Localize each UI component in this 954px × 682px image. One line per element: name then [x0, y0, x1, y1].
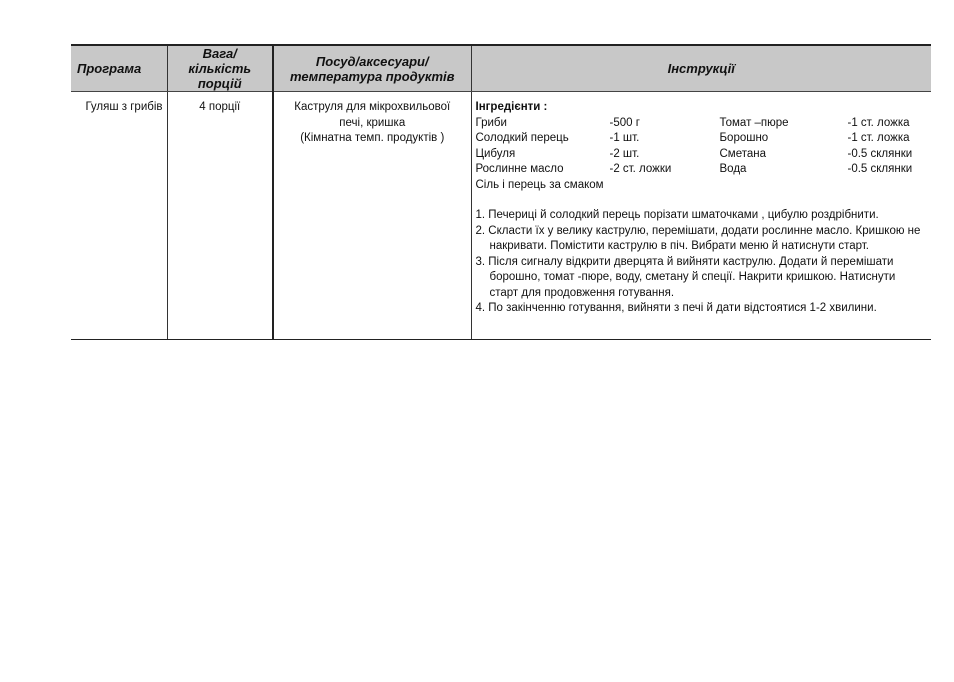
header-weight-line1: Вага/кількість	[188, 46, 252, 76]
program-cell: Гуляш з грибів	[71, 92, 167, 340]
instruction-step: 2. Скласти їх у велику каструлю, перемішати, додати рослинне масло. Кришкою не накривати. Помістити каструлю в піч. Вибрати меню й натиснути старт.	[475, 224, 921, 252]
spacer	[476, 193, 928, 208]
instruction-step: 1. Печериці й солодкий перець порізати шматочками , цибулю роздрібнити.	[475, 209, 879, 221]
ingredient-qty: -2 шт.	[609, 147, 640, 160]
ingredient-qty: -1 ст. ложка	[847, 132, 910, 144]
ingredient-qty: -1 ст. ложка	[847, 116, 910, 129]
header-cookware-line1: Посуд/аксесуари/	[315, 53, 429, 69]
seasoning-line: Сіль і перець за смаком	[475, 178, 604, 191]
header-weight-line2: порцій	[197, 76, 242, 91]
cookware-line1: Каструля для мікрохвильової	[294, 101, 451, 113]
cookware-line2: печі, кришка	[339, 116, 406, 129]
ingredient-row	[476, 131, 928, 147]
ingredient-name: Сметана	[719, 147, 767, 160]
cookware-line3: (Кімнатна темп. продуктів )	[300, 132, 445, 144]
ingredient-qty: -500 г	[609, 116, 640, 129]
header-cookware-line2: температура продуктів	[289, 68, 455, 84]
ingredient-name: Томат –пюре	[719, 116, 789, 129]
ingredients-title: Інгредієнти :	[475, 101, 548, 113]
ingredient-row	[476, 147, 928, 163]
table-header-row	[71, 45, 931, 92]
ingredient-qty: -0.5 склянки	[847, 147, 913, 160]
ingredient-name: Солодкий перець	[475, 132, 569, 144]
ingredient-row	[476, 162, 928, 178]
instructions-cell	[471, 92, 931, 340]
header-cookware	[273, 45, 471, 92]
portions-cell: 4 порції	[167, 92, 273, 340]
ingredient-qty: -0.5 склянки	[847, 163, 913, 175]
instruction-step: 4. По закінченню готування, вийняти з печі й дати відстоятися 1-2 хвилини.	[475, 302, 877, 314]
header-instructions: Інструкції	[471, 45, 931, 92]
ingredient-qty: -1 шт.	[609, 132, 640, 144]
ingredient-name: Борошно	[719, 132, 769, 144]
ingredient-name: Гриби	[475, 116, 507, 129]
header-program: Програма	[71, 45, 167, 92]
ingredient-row	[476, 116, 928, 132]
table-row	[71, 92, 931, 340]
ingredient-name: Вода	[719, 163, 747, 175]
recipe-table	[71, 44, 931, 340]
header-weight	[167, 45, 273, 92]
ingredient-name: Рослинне масло	[475, 163, 564, 175]
instruction-step: 3. Після сигналу відкрити дверцята й вийняти каструлю. Додати й перемішати борошно, томат -пюре, воду, сметану й спеції. Накрити кришкою. Натиснути старт для продовження готування.	[475, 255, 896, 299]
cookware-cell	[273, 92, 471, 340]
ingredient-name: Цибуля	[475, 147, 516, 160]
ingredient-qty: -2 ст. ложки	[609, 163, 672, 175]
